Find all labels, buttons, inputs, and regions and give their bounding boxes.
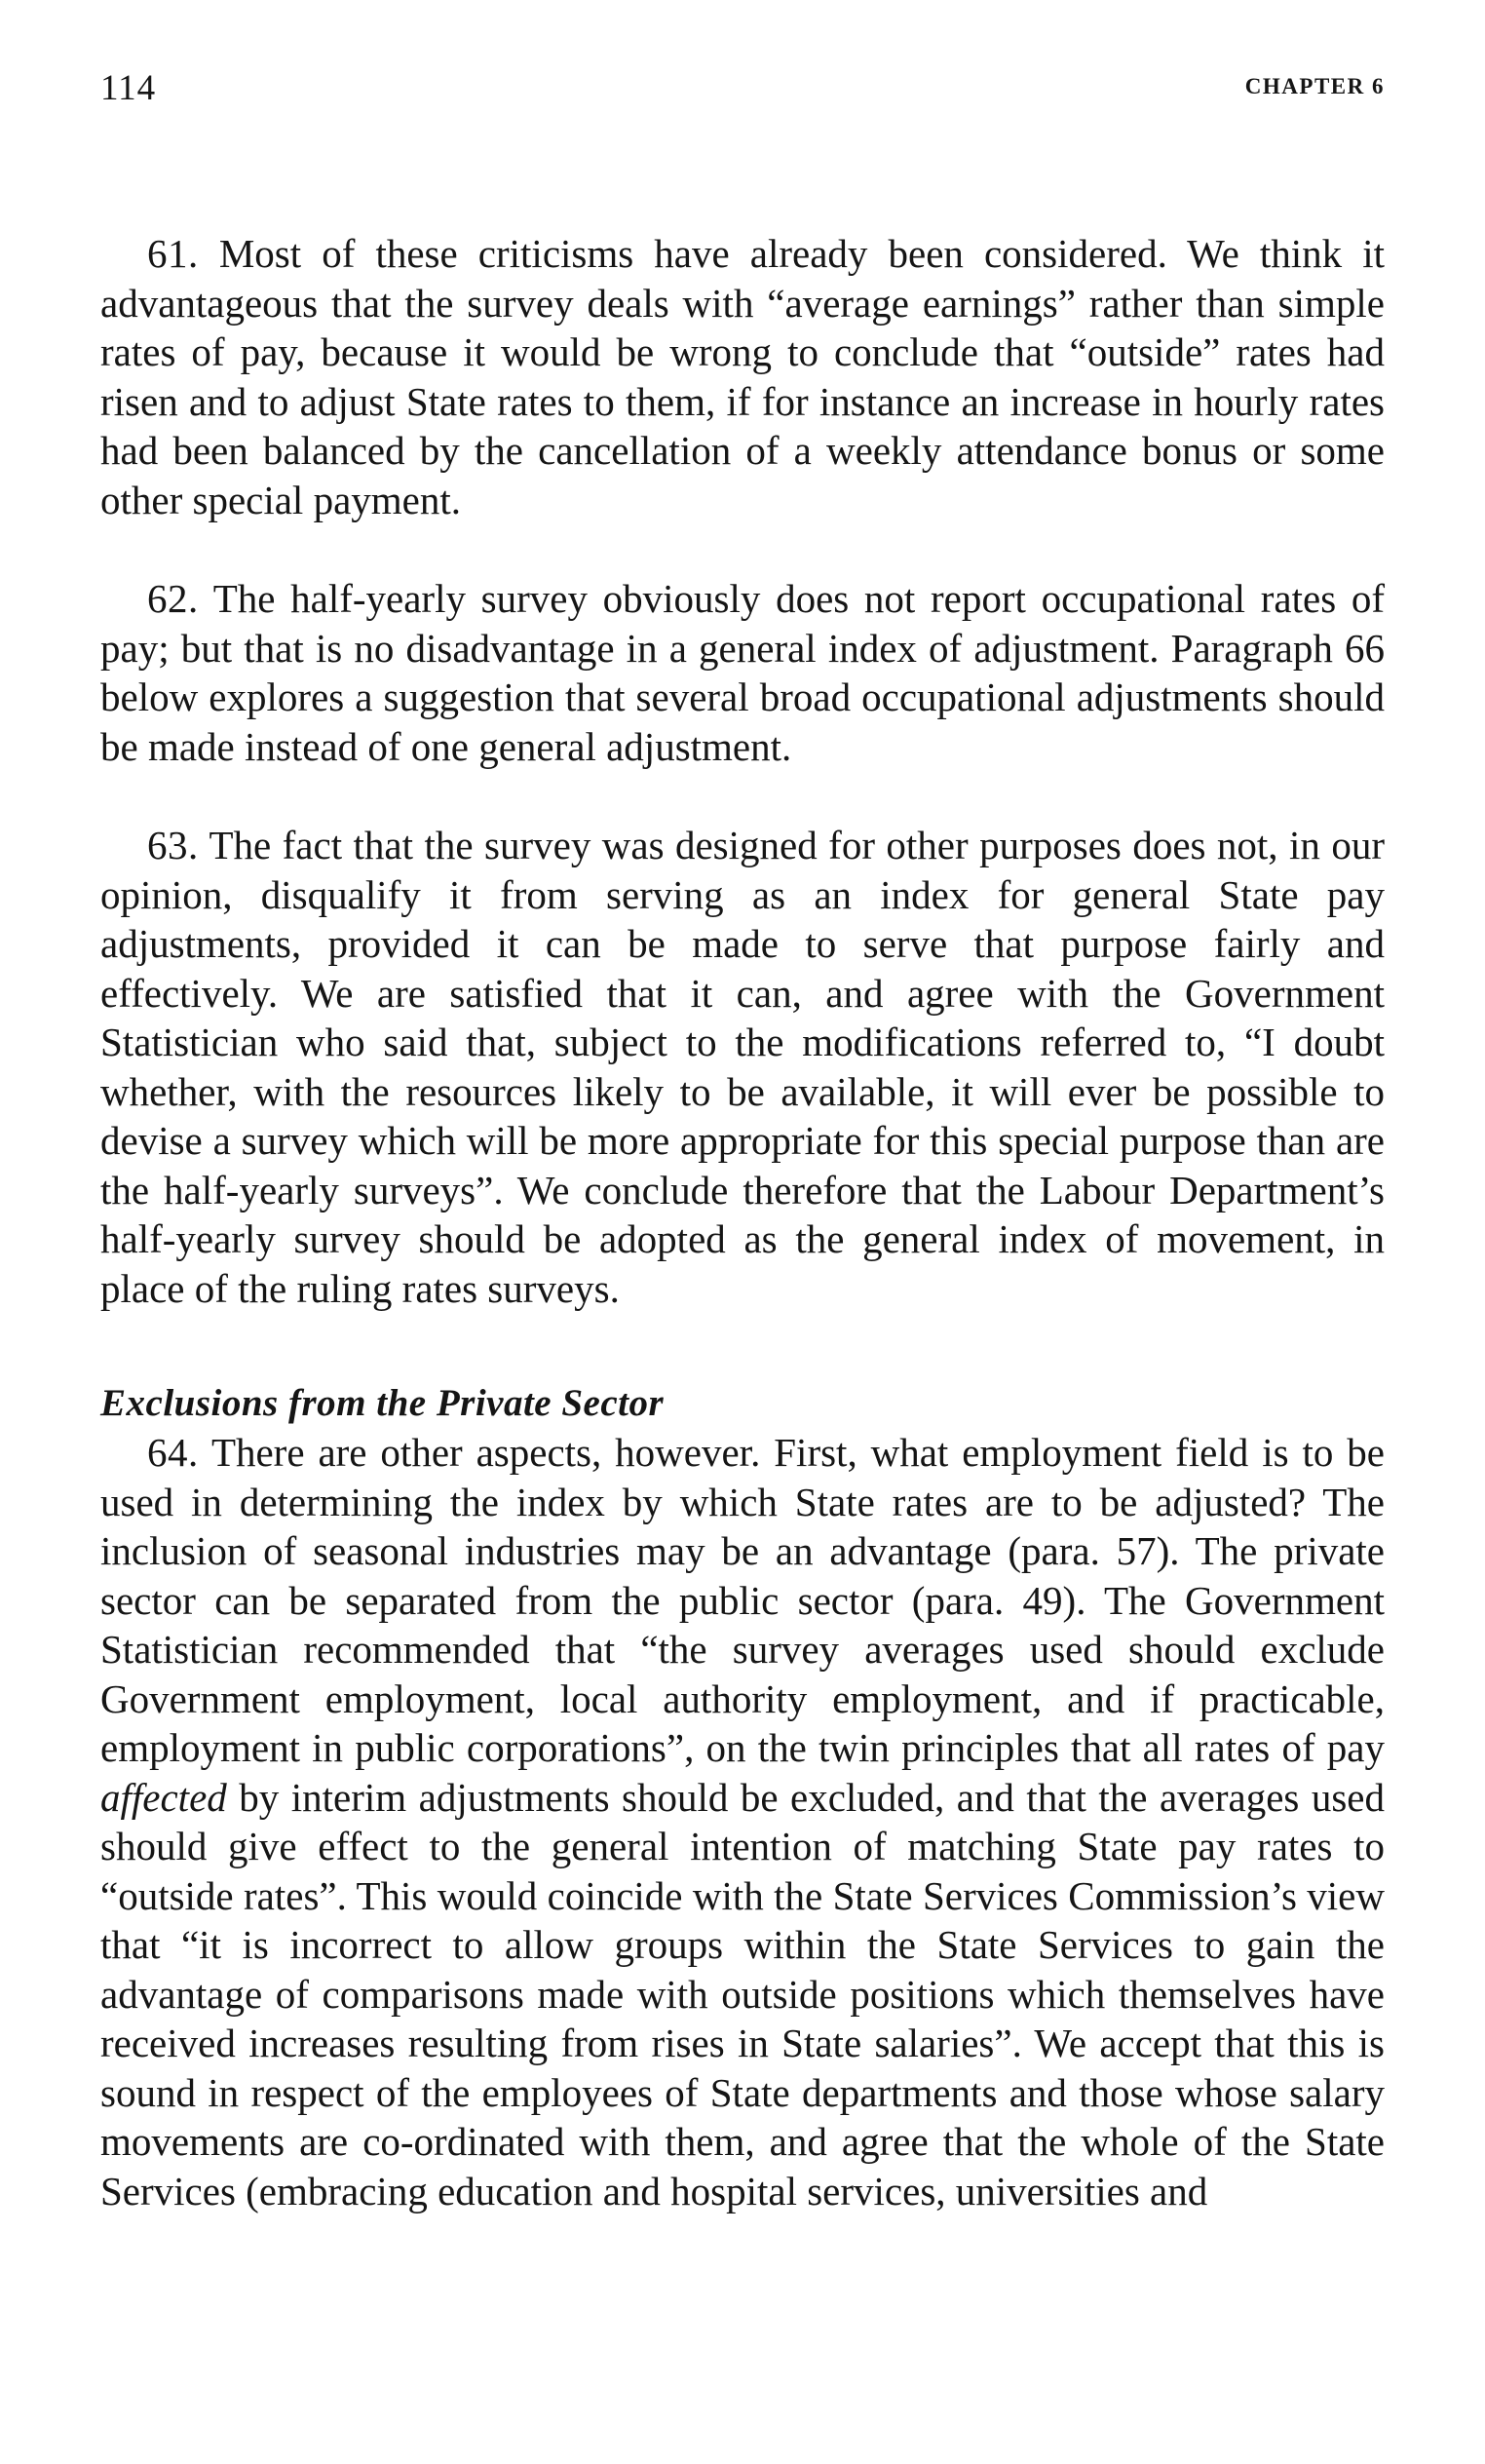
paragraph-number: 63. <box>147 823 199 867</box>
paragraph-number: 61. <box>147 231 199 276</box>
emphasized-word: affected <box>100 1774 227 1820</box>
paragraph-text-before-emphasis: There are other aspects, however. First, what employment field is to be used in determining the index by which State rates are to be adjusted? The inclusion of seasonal industries may be an advantage (para. 57). The private sector can be separated from the public sector (para. 49). The Government Statistician recommended that “the survey averages used should exclude Government employment, local authority employment, and if practicable, employment in public corporations”, on the twin principles that all rates of pay <box>100 1430 1385 1770</box>
paragraph-text: The fact that the survey was designed for other purposes does not, in our opinion, disqualify it from serving as an index for general State pay adjustments, provided it can be made to serve that purpose fairly and effectively. We are satisfied that it can, and agree with the Government Statistician who said that, subject to the modifications referred to, “I doubt whether, with the resources likely to be available, it will ever be possible to devise a survey which will be more appropriate for this special purpose than are the half-yearly surveys”. We conclude therefore that the Labour Department’s half-yearly survey should be adopted as the general index of movement, in place of the ruling rates surveys. <box>100 823 1385 1311</box>
paragraph-text: The half-yearly survey obviously does not report occupational rates of pay; but that is no disadvantage in a general index of adjustment. Paragraph 66 below explores a suggestion that several broad occupational adjustments should be made instead of one general adjustment. <box>100 576 1385 769</box>
document-page <box>100 64 1385 2215</box>
chapter-label: CHAPTER 6 <box>1244 74 1385 98</box>
paragraph-63 <box>100 821 1385 1313</box>
paragraph-number: 64. <box>147 1430 199 1475</box>
paragraph-number: 62. <box>147 576 199 621</box>
running-head <box>100 64 1385 113</box>
paragraph-64 <box>100 1428 1385 2215</box>
paragraph-text-after-emphasis: by interim adjustments should be excluded, and that the averages used should give effect to the general intention of matching State pay rates to “outside rates”. This would coincide with the State Services Commission’s view that “it is incorrect to allow groups within the State Services to gain the advantage of comparisons made with outside positions which themselves have received increases resulting from rises in State salaries”. We accept that this is sound in respect of the employees of State departments and those whose salary movements are co-ordinated with them, and agree that the whole of the State Services (embracing education and hospital services, universities and <box>100 1774 1385 2214</box>
paragraph-61 <box>100 229 1385 524</box>
section-heading: Exclusions from the Private Sector <box>100 1382 665 1424</box>
paragraph-62 <box>100 574 1385 771</box>
page-number: 114 <box>100 68 157 108</box>
paragraph-text: Most of these criticisms have already been considered. We think it advantageous that the survey deals with “average earnings” rather than simple rates of pay, because it would be wrong to conclude that “outside” rates had risen and to adjust State rates to them, if for instance an increase in hourly rates had been balanced by the cancellation of a weekly attendance bonus or some other special payment. <box>100 231 1386 522</box>
